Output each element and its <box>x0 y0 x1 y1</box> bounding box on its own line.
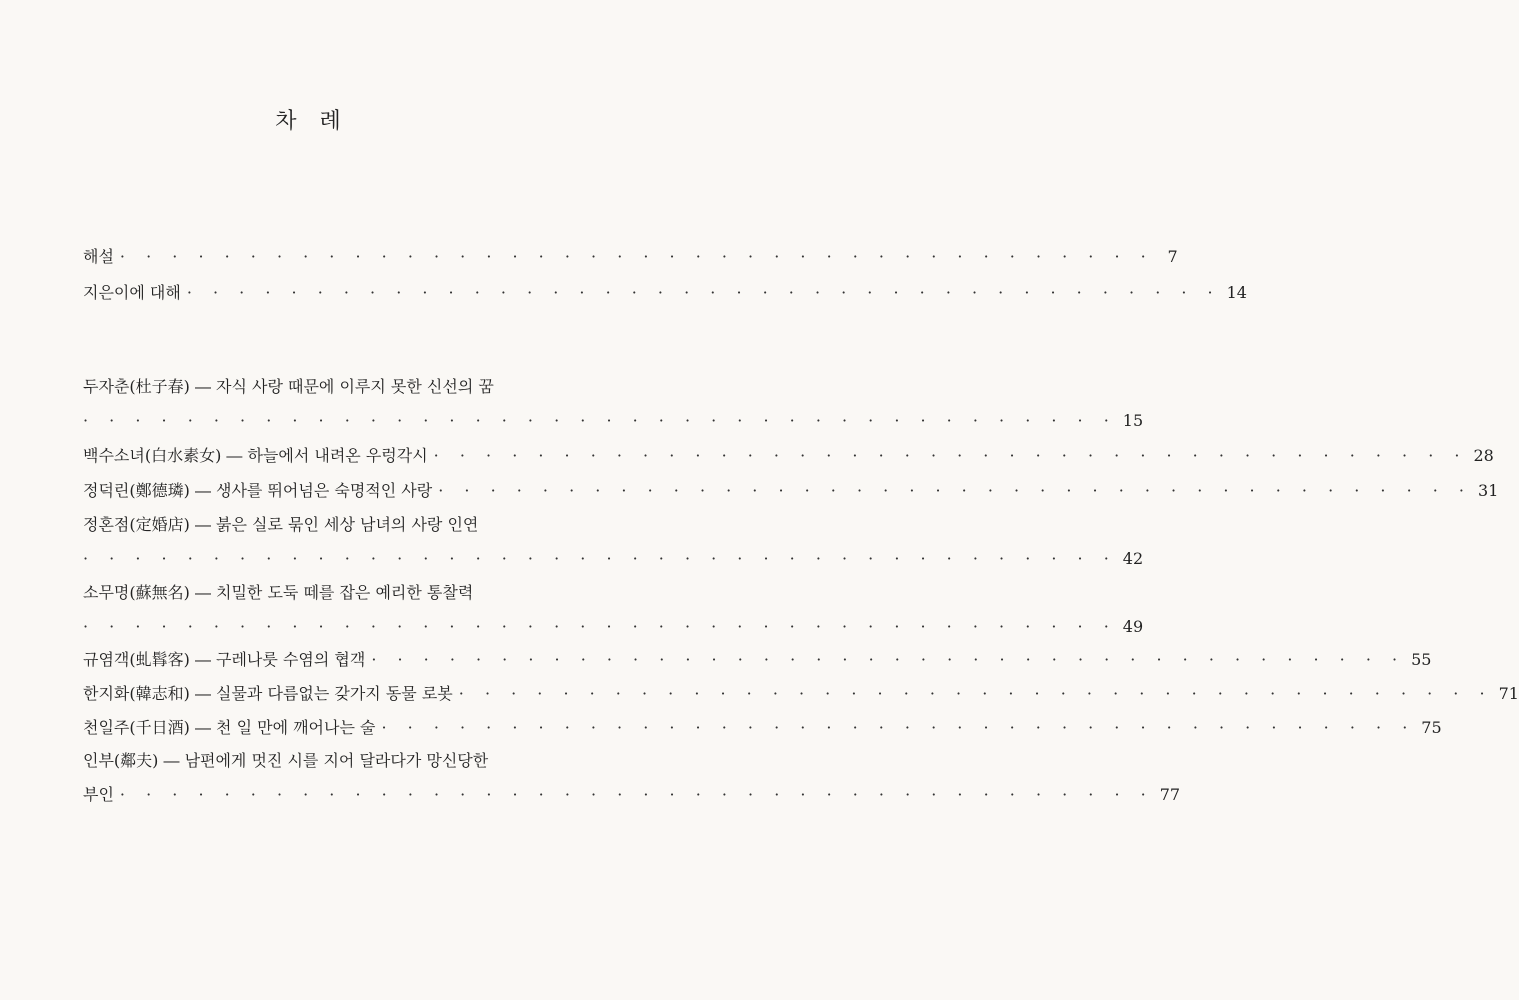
leader-dots: · · · · · · · · · · · · · · · · · · · · · · · · · · · · · · · · · · · · · · · · <box>438 481 1473 500</box>
page-number: 42 <box>1122 549 1144 568</box>
entry-title: 정혼점(定婚店) ― 붉은 실로 묶인 세상 남녀의 사랑 인연 <box>83 515 479 534</box>
toc-entry-continuation <box>83 612 1144 642</box>
leader-dots: · · · · · · · · · · · · · · · · · · · · · · · · · · · · · · · · · · · · · · · · <box>83 549 1117 568</box>
entry-title: 소무명(蘇無名) ― 치밀한 도둑 떼를 잡은 예리한 통찰력 <box>83 583 474 602</box>
leader-dots: · · · · · · · · · · · · · · · · · · · · · · · · · · · · · · · · · · · · · · · · <box>119 785 1154 804</box>
toc-entry <box>83 645 1432 675</box>
leader-dots: · · · · · · · · · · · · · · · · · · · · · · · · · · · · · · · · · · · · · · · · <box>371 650 1406 669</box>
entry-title: 정덕린(鄭德璘) ― 생사를 뛰어넘은 숙명적인 사랑 <box>83 481 433 500</box>
page-number: 31 <box>1478 481 1499 500</box>
page-number: 28 <box>1473 446 1494 465</box>
toc-entry-continuation <box>83 406 1144 436</box>
toc-entry <box>83 372 517 402</box>
toc-entry <box>83 476 1499 506</box>
page-number: 55 <box>1411 650 1432 669</box>
toc-entry <box>83 278 1247 308</box>
page-number: 15 <box>1122 411 1144 430</box>
page-number: 75 <box>1421 718 1442 737</box>
entry-title: 인부(鄰夫) ― 남편에게 멋진 시를 지어 달라다가 망신당한 <box>83 751 489 770</box>
page-number: 49 <box>1122 617 1144 636</box>
leader-dots: · · · · · · · · · · · · · · · · · · · · · · · · · · · · · · · · · · · · · · · · <box>433 446 1468 465</box>
leader-dots: · · · · · · · · · · · · · · · · · · · · · · · · · · · · · · · · · · · · · · · · <box>119 247 1154 266</box>
entry-title-continuation: 부인 <box>83 785 114 804</box>
page-number: 71 <box>1498 684 1519 703</box>
leader-dots: · · · · · · · · · · · · · · · · · · · · · · · · · · · · · · · · · · · · · · · · <box>83 411 1117 430</box>
entry-title: 두자춘(杜子春) ― 자식 사랑 때문에 이루지 못한 신선의 꿈 <box>83 377 494 396</box>
toc-entry <box>83 679 1519 709</box>
leader-dots: · · · · · · · · · · · · · · · · · · · · · · · · · · · · · · · · · · · · · · · · <box>83 617 1117 636</box>
toc-entry-continuation <box>83 780 1181 810</box>
toc-entry <box>83 713 1442 743</box>
page-number: 7 <box>1167 247 1178 266</box>
toc-entry <box>83 510 517 540</box>
leader-dots: · · · · · · · · · · · · · · · · · · · · · · · · · · · · · · · · · · · · · · · · <box>186 283 1221 302</box>
toc-entry <box>83 441 1494 471</box>
leader-dots: · · · · · · · · · · · · · · · · · · · · · · · · · · · · · · · · · · · · · · · · <box>458 684 1493 703</box>
entry-title: 천일주(千日酒) ― 천 일 만에 깨어나는 술 <box>83 718 376 737</box>
toc-title: 차 례 <box>275 109 349 134</box>
toc-entry <box>83 242 1178 272</box>
toc-entry-continuation <box>83 544 1144 574</box>
entry-title: 한지화(韓志和) ― 실물과 다름없는 갖가지 동물 로봇 <box>83 684 453 703</box>
page-number: 14 <box>1226 283 1247 302</box>
toc-entry <box>83 746 517 776</box>
entry-title: 규염객(虬髥客) ― 구레나룻 수염의 협객 <box>83 650 366 669</box>
entry-title: 지은이에 대해 <box>83 283 181 302</box>
toc-entry <box>83 578 517 608</box>
leader-dots: · · · · · · · · · · · · · · · · · · · · · · · · · · · · · · · · · · · · · · · · <box>381 718 1416 737</box>
entry-title: 해설 <box>83 247 114 266</box>
entry-title: 백수소녀(白水素女) ― 하늘에서 내려온 우렁각시 <box>83 446 428 465</box>
page-number: 77 <box>1159 785 1181 804</box>
